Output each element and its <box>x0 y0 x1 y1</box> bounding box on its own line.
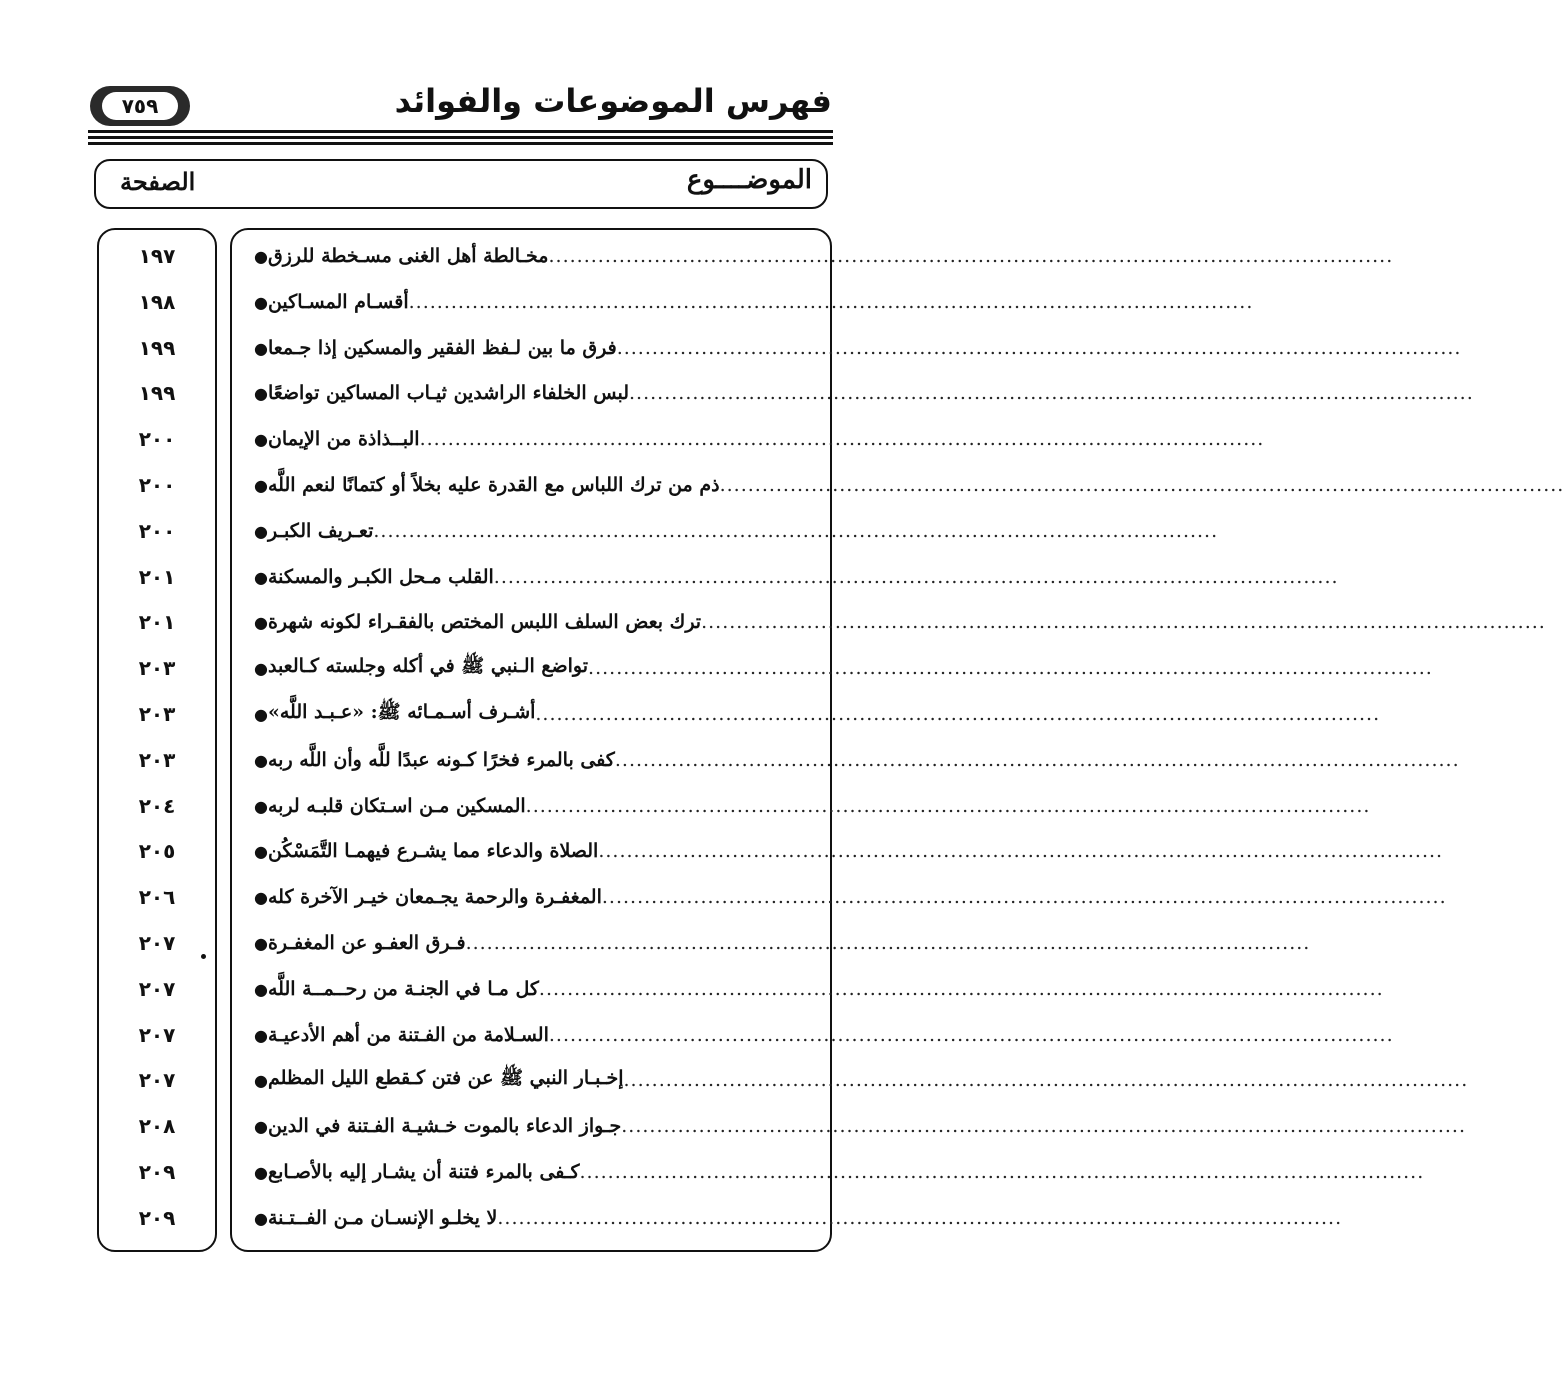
leader-dots: ........................................................................................................................ <box>538 978 1384 1000</box>
toc-entry-title: كل مـا في الجنـة من رحــمــة اللَّه <box>267 978 539 1000</box>
bullet-icon: ● <box>254 933 268 953</box>
toc-entry <box>244 513 1219 549</box>
leader-dots: ........................................................................................................................ <box>616 337 1462 359</box>
toc-entry <box>244 925 1311 961</box>
leader-dots: ........................................................................................................................ <box>579 1161 1425 1183</box>
toc-page-number: ٢٠٧ <box>138 1068 176 1092</box>
bullet-icon: ● <box>254 750 268 770</box>
toc-entry-title: البــذاذة من الإيمان <box>267 428 420 450</box>
leader-dots: ........................................................................................................................ <box>408 291 1254 313</box>
toc-entry-title: تعـريف الكبـر <box>267 520 374 542</box>
leader-dots: ........................................................................................................................ <box>701 611 1546 633</box>
toc-page-number: ٢٠٠ <box>138 427 176 451</box>
toc-entry <box>244 742 1460 778</box>
leader-dots: ........................................................................................................................ <box>373 520 1219 542</box>
toc-page-number: ٢٠٩ <box>138 1206 176 1230</box>
header-rules <box>88 130 833 148</box>
toc-entry-title: مخـالطة أهل الغنى مسـخطة للرزق <box>267 245 549 267</box>
toc-entry-title: المغفـرة والرحمة يجـمعان خيـر الآخرة كله <box>267 886 602 908</box>
bullet-icon: ● <box>254 292 268 312</box>
toc-page-number: ٢٠٩ <box>138 1160 176 1184</box>
bullet-icon: ● <box>254 704 268 724</box>
toc-page-number: ٢٠١ <box>138 610 176 634</box>
bullet-icon: ● <box>254 246 268 266</box>
header-rule <box>88 130 833 133</box>
bullet-icon: ● <box>254 383 268 403</box>
leader-dots: ........................................................................................................................ <box>465 932 1311 954</box>
toc-entry <box>244 1062 1469 1098</box>
toc-entry-title: فرق ما بين لـفظ الفقير والمسكين إذا جـمعا <box>267 337 617 359</box>
toc-entry <box>244 375 1474 411</box>
bullet-icon: ● <box>254 658 268 678</box>
leader-dots: ........................................................................................................................ <box>493 566 1339 588</box>
leader-dots: ........................................................................................................................ <box>548 1024 1394 1046</box>
leader-dots: ........................................................................................................................ <box>548 245 1394 267</box>
toc-page-number: ١٩٧ <box>138 244 176 268</box>
bullet-icon: ● <box>254 1025 268 1045</box>
toc-entry <box>244 604 1546 640</box>
bullet-icon: ● <box>254 429 268 449</box>
topics-column <box>230 228 1564 1252</box>
toc-entry <box>244 421 1265 457</box>
toc-entry-title: أشـرف أسـمـائه ﷺ: «عـبـد اللَّه» <box>267 701 536 723</box>
toc-page-number: ١٩٩ <box>138 381 176 405</box>
toc-entry <box>244 559 1339 595</box>
page-number-badge <box>90 86 190 126</box>
bullet-icon: ● <box>254 475 268 495</box>
toc-entry <box>244 1108 1466 1144</box>
leader-dots: ........................................................................................................................ <box>719 474 1564 496</box>
toc-entry-title: كـفى بالمرء فتنة أن يشـار إليه بالأصـابع <box>267 1161 580 1183</box>
toc-page-number: ١٩٨ <box>138 290 176 314</box>
toc-entry <box>244 467 1564 503</box>
toc-page-number: ٢٠٣ <box>138 656 176 680</box>
bullet-icon: ● <box>254 338 268 358</box>
toc-entry <box>244 284 1254 320</box>
toc-page-number: ٢٠٧ <box>138 931 176 955</box>
toc-entry <box>244 833 1444 869</box>
bullet-icon: ● <box>254 612 268 632</box>
toc-page-number: ٢٠٠ <box>138 473 176 497</box>
page-number: ٧٥٩ <box>102 92 178 120</box>
toc-entry <box>244 971 1384 1007</box>
pages-column <box>97 228 217 1252</box>
bullet-icon: ● <box>254 1208 268 1228</box>
stray-mark <box>201 954 206 959</box>
toc-page-number: ٢٠١ <box>138 565 176 589</box>
bullet-icon: ● <box>254 1162 268 1182</box>
toc-entry-title: لا يخلـو الإنسـان مـن الفــتـنة <box>267 1207 498 1229</box>
bullet-icon: ● <box>254 1116 268 1136</box>
leader-dots: ........................................................................................................................ <box>614 749 1460 771</box>
toc-entry <box>244 330 1462 366</box>
bullet-icon: ● <box>254 841 268 861</box>
header-rule <box>88 136 833 139</box>
toc-entry-title: القلب مـحل الكبـر والمسكنة <box>267 566 494 588</box>
column-header-box <box>94 159 828 209</box>
toc-entry-title: الصلاة والدعاء مما يشـرع فيهمـا التَّمَسْكُن <box>267 840 599 862</box>
bullet-icon: ● <box>254 1070 268 1090</box>
toc-entry-title: جـواز الدعاء بالموت خـشيـة الفـتنة في الدين <box>267 1115 622 1137</box>
toc-page-number: ١٩٩ <box>138 336 176 360</box>
toc-entry-title: لبس الخلفاء الراشدين ثيـاب المساكين تواضعًا <box>267 382 629 404</box>
toc-entry <box>244 788 1371 824</box>
leader-dots: ........................................................................................................................ <box>629 382 1474 404</box>
leader-dots: ........................................................................................................................ <box>419 428 1265 450</box>
toc-entry <box>244 1200 1343 1236</box>
toc-entry-title: كفى بالمرء فخرًا كـونه عبدًا للَّه وأن اللَّه ربه <box>267 749 615 771</box>
column-header-page: الصفحة <box>120 167 196 196</box>
toc-entry-title: ذم من ترك اللباس مع القدرة عليه بخلاً أو كتمانًا لنعم اللَّه <box>267 474 720 496</box>
toc-entry <box>244 696 1381 732</box>
toc-entry <box>244 238 1394 274</box>
toc-page-number: ٢٠٤ <box>138 794 176 818</box>
leader-dots: ........................................................................................................................ <box>588 657 1433 679</box>
toc-entry <box>244 1017 1394 1053</box>
toc-entry-title: السـلامة من الفـتنة من أهم الأدعيـة <box>267 1024 549 1046</box>
leader-dots: ........................................................................................................................ <box>525 795 1371 817</box>
toc-page-number: ٢٠٦ <box>138 885 176 909</box>
toc-page-number: ٢٠٠ <box>138 519 176 543</box>
leader-dots: ........................................................................................................................ <box>598 840 1444 862</box>
bullet-icon: ● <box>254 521 268 541</box>
toc-page-number: ٢٠٧ <box>138 977 176 1001</box>
toc-entry-title: إخـبـار النبي ﷺ عن فتن كـقطع الليل المظلم <box>267 1067 624 1089</box>
bullet-icon: ● <box>254 887 268 907</box>
toc-page-number: ٢٠٧ <box>138 1023 176 1047</box>
toc-page-number: ٢٠٥ <box>138 839 176 863</box>
toc-entry <box>244 650 1433 686</box>
header-rule <box>88 142 833 145</box>
toc-page-number: ٢٠٨ <box>138 1114 176 1138</box>
column-header-topic: الموضــــوع <box>686 165 812 195</box>
toc-page-number: ٢٠٣ <box>138 702 176 726</box>
toc-page-number: ٢٠٣ <box>138 748 176 772</box>
toc-entry-title: المسكين مـن اسـتكان قلبـه لربه <box>267 795 526 817</box>
leader-dots: ........................................................................................................................ <box>535 703 1381 725</box>
leader-dots: ........................................................................................................................ <box>621 1115 1466 1137</box>
toc-entry <box>244 879 1447 915</box>
leader-dots: ........................................................................................................................ <box>623 1069 1469 1091</box>
bullet-icon: ● <box>254 567 268 587</box>
leader-dots: ........................................................................................................................ <box>497 1207 1343 1229</box>
toc-entry-title: أقسـام المسـاكين <box>267 291 409 313</box>
toc-entry-title: تواضع الـنبي ﷺ في أكله وجلسته كـالعبد <box>267 655 589 677</box>
toc-entry-title: ترك بعض السلف اللبس المختص بالفقـراء لكونه شهرة <box>267 611 702 633</box>
toc-entry-title: فـرق العفـو عن المغفـرة <box>267 932 466 954</box>
toc-entry <box>244 1154 1425 1190</box>
leader-dots: ........................................................................................................................ <box>601 886 1447 908</box>
bullet-icon: ● <box>254 979 268 999</box>
bullet-icon: ● <box>254 796 268 816</box>
running-title: فهرس الموضوعات والفوائد <box>394 82 832 120</box>
